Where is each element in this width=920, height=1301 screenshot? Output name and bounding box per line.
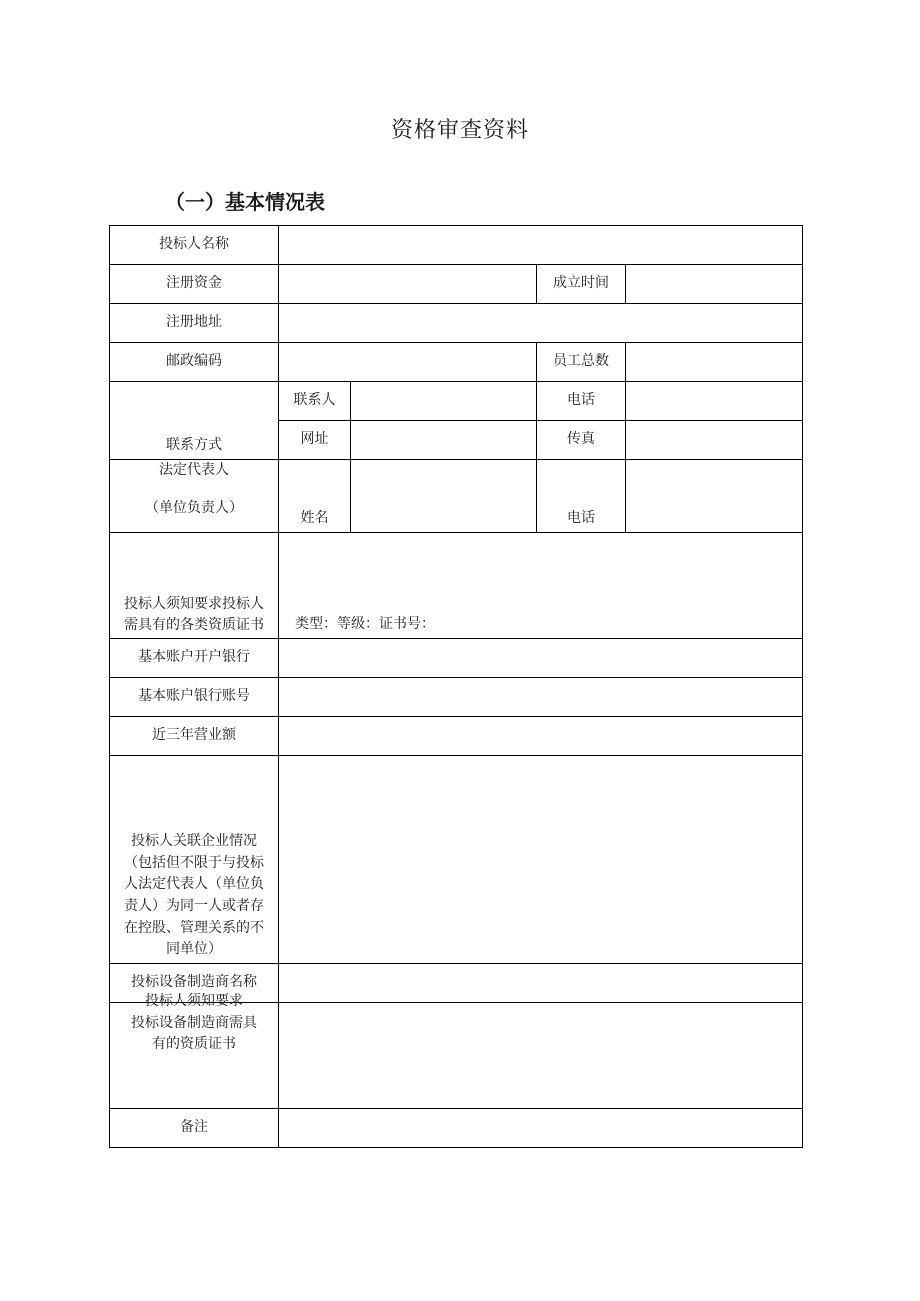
page-title: 资格审查资料 xyxy=(390,118,529,143)
established-field[interactable] xyxy=(626,265,803,304)
affiliates-label-line: 同单位） xyxy=(166,941,222,958)
affiliates-label-line: 人法定代表人（单位负 xyxy=(124,876,264,893)
manufacturer-cert-label-line: 有的资质证书 xyxy=(152,1036,236,1053)
affiliates-label-line: （包括但不限于与投标 xyxy=(124,854,264,871)
website-field[interactable] xyxy=(351,421,537,460)
legal-rep-label-line2: （单位负责人） xyxy=(145,499,243,516)
qualification-field[interactable]: 类型：等级：证书号： xyxy=(279,533,803,639)
registered-capital-field[interactable] xyxy=(279,265,537,304)
legal-rep-label xyxy=(110,460,279,533)
row-qualification xyxy=(110,533,803,639)
registered-capital-label: 注册资金 xyxy=(110,265,279,304)
contact-method-label: 联系方式 xyxy=(110,382,279,460)
website-label: 网址 xyxy=(279,421,351,460)
legal-phone-label: 电话 xyxy=(537,460,626,533)
bank-field[interactable] xyxy=(279,639,803,678)
fax-field[interactable] xyxy=(626,421,803,460)
row-registered-address xyxy=(110,304,803,343)
registered-address-field[interactable] xyxy=(279,304,803,343)
postal-code-label: 邮政编码 xyxy=(110,343,279,382)
row-postal-code xyxy=(110,343,803,382)
section-heading: （一）基本情况表 xyxy=(165,190,325,214)
affiliates-label-line: 在控股、管理关系的不 xyxy=(124,919,264,936)
employees-field[interactable] xyxy=(626,343,803,382)
legal-rep-name-field[interactable] xyxy=(351,460,537,533)
affiliates-label-line: 投标人关联企业情况 xyxy=(131,832,257,849)
revenue-label: 近三年营业额 xyxy=(110,717,279,756)
bank-account-label: 基本账户银行账号 xyxy=(110,678,279,717)
manufacturer-field[interactable] xyxy=(279,964,803,1003)
manufacturer-cert-field[interactable] xyxy=(279,1003,803,1109)
contact-person-field[interactable] xyxy=(351,382,537,421)
name-label: 姓名 xyxy=(279,460,351,533)
manufacturer-cert-label-line: 投标人须知要求 xyxy=(145,993,243,1009)
manufacturer-cert-label-line: 投标设备制造商需具 xyxy=(131,1014,257,1031)
employees-label: 员工总数 xyxy=(537,343,626,382)
row-bank-account xyxy=(110,678,803,717)
row-manufacturer-cert xyxy=(110,1003,803,1109)
manufacturer-cert-label xyxy=(110,993,279,1109)
manufacturer-label: 投标设备制造商名称 xyxy=(110,964,279,1003)
registered-address-label: 注册地址 xyxy=(110,304,279,343)
remarks-field[interactable] xyxy=(279,1109,803,1148)
row-legal-representative xyxy=(110,460,803,533)
fax-label: 传真 xyxy=(537,421,626,460)
established-label: 成立时间 xyxy=(537,265,626,304)
legal-phone-field[interactable] xyxy=(626,460,803,533)
row-contact-person xyxy=(110,382,803,421)
bidder-name-field[interactable] xyxy=(279,226,803,265)
phone-label: 电话 xyxy=(537,382,626,421)
bank-label: 基本账户开户银行 xyxy=(110,639,279,678)
qualification-label-line2: 需具有的各类资质证书 xyxy=(124,617,264,634)
bidder-name-label: 投标人名称 xyxy=(110,226,279,265)
row-registered-capital xyxy=(110,265,803,304)
affiliates-label xyxy=(110,756,279,964)
remarks-label: 备注 xyxy=(110,1109,279,1148)
contact-person-label: 联系人 xyxy=(279,382,351,421)
revenue-field[interactable] xyxy=(279,717,803,756)
row-revenue xyxy=(110,717,803,756)
qualification-label xyxy=(110,533,279,639)
legal-rep-label-line1: 法定代表人 xyxy=(159,462,229,478)
phone-field[interactable] xyxy=(626,382,803,421)
bank-account-field[interactable] xyxy=(279,678,803,717)
row-remarks xyxy=(110,1109,803,1148)
qualification-label-line1: 投标人须知要求投标人 xyxy=(124,595,264,612)
postal-code-field[interactable] xyxy=(279,343,537,382)
row-bidder-name xyxy=(110,226,803,265)
row-bank xyxy=(110,639,803,678)
affiliates-field[interactable] xyxy=(279,756,803,964)
basic-info-table xyxy=(109,225,803,1148)
affiliates-label-line: 责人）为同一人或者存 xyxy=(124,897,264,914)
row-affiliates xyxy=(110,756,803,964)
